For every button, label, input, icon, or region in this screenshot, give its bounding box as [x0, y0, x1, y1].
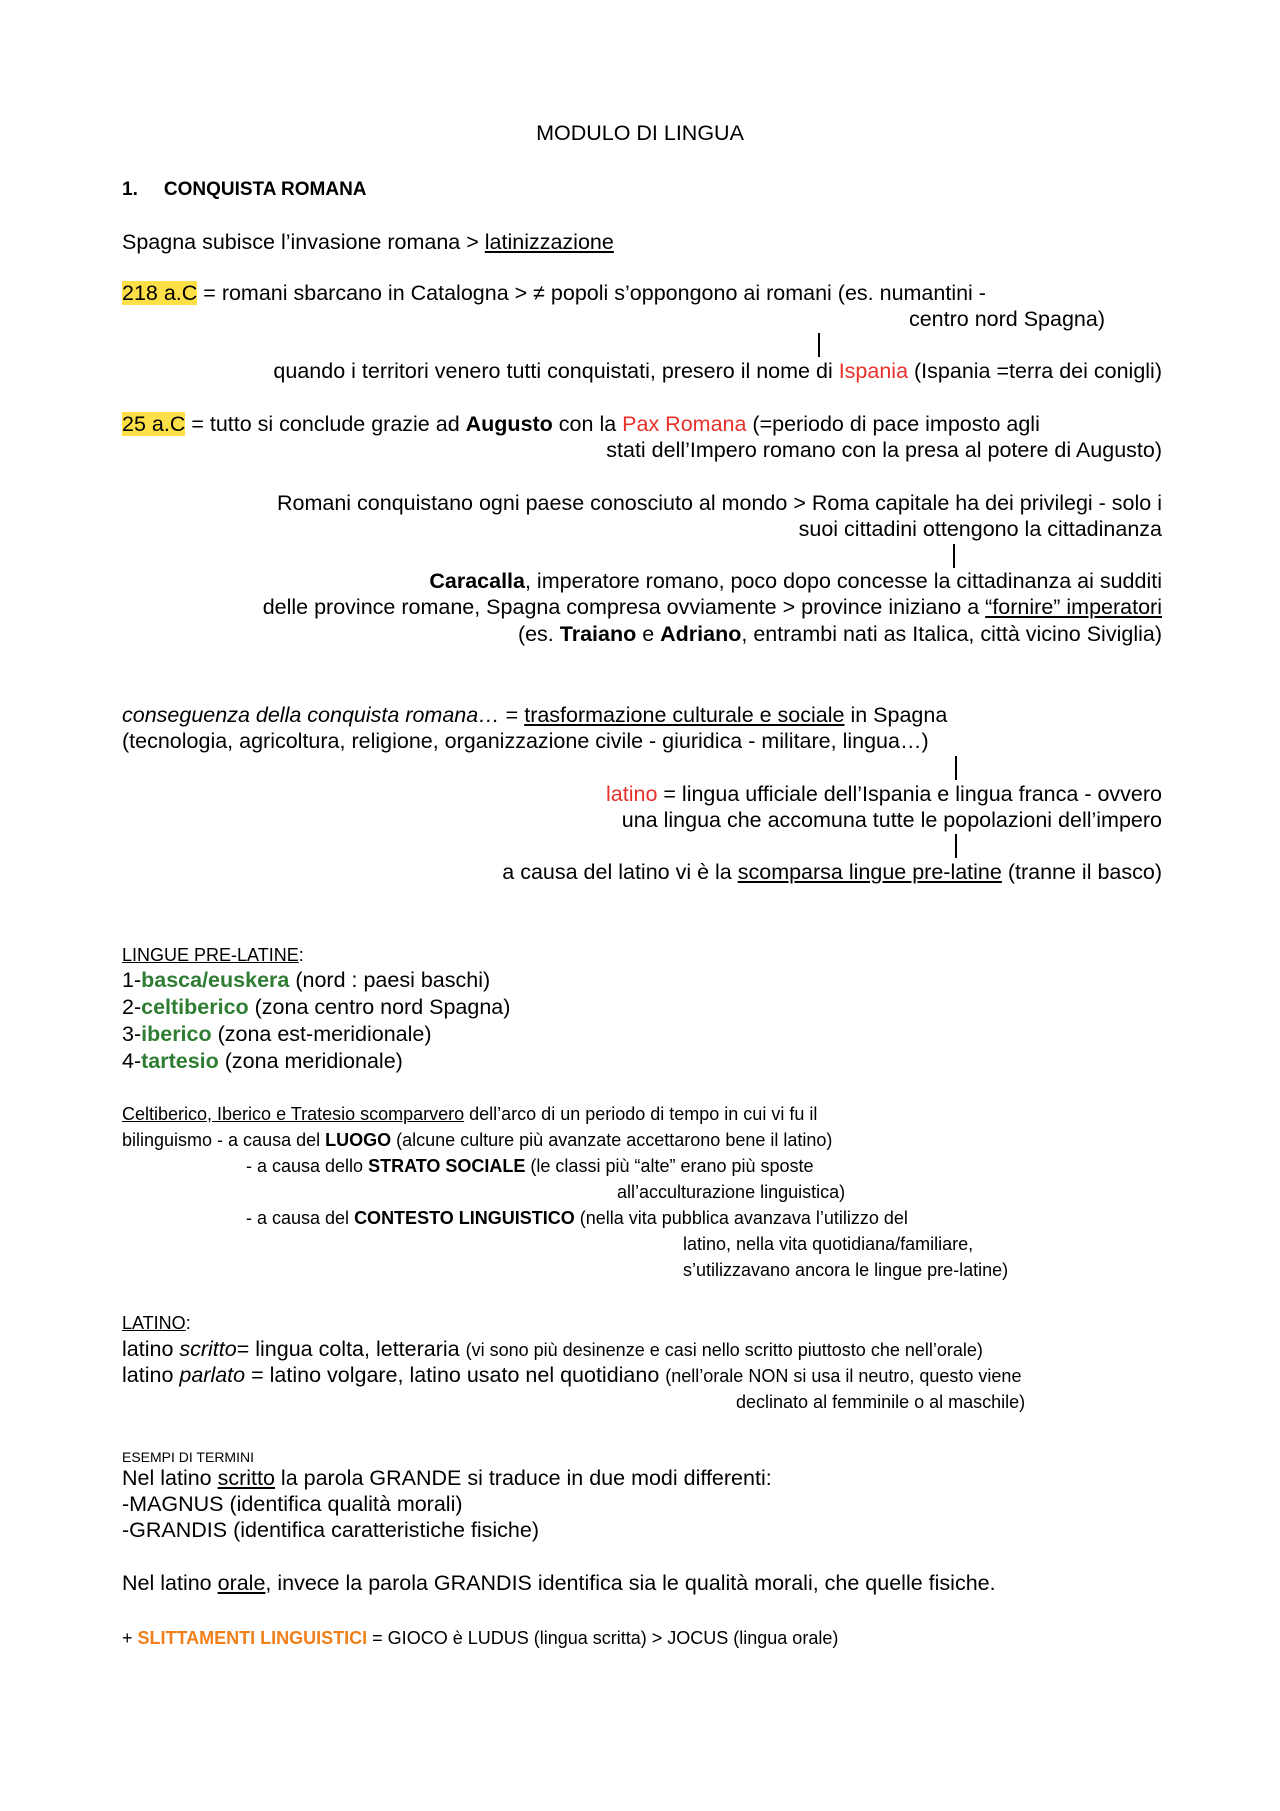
- paragraph-strato: - a causa dello STRATO SOCIALE (le classi più “alte” erano più sposte: [246, 1156, 814, 1176]
- paragraph-latino-ufficiale: latino = lingua ufficiale dell’Ispania e lingua franca - ovvero: [606, 782, 1162, 806]
- paragraph-218: 218 a.C = romani sbarcano in Catalogna > ≠ popoli s’oppongono ai romani (es. numantini -: [122, 281, 986, 305]
- date-highlight-25: 25 a.C: [122, 412, 186, 436]
- list-item: -GRANDIS (identifica caratteristiche fisiche): [122, 1518, 539, 1542]
- list-item: 2-celtiberico (zona centro nord Spagna): [122, 995, 511, 1019]
- paragraph-contesto-line3: s’utilizzavano ancora le lingue pre-latine): [683, 1260, 1009, 1280]
- latino-term: latino: [606, 782, 658, 806]
- paragraph-romani-line1: Romani conquistano ogni paese conosciuto al mondo > Roma capitale ha dei privilegi - solo i: [276, 491, 1162, 515]
- connector-line: [818, 333, 820, 357]
- latinizzazione-term: latinizzazione: [484, 230, 614, 254]
- paragraph-strato-line2: all’acculturazione linguistica): [617, 1182, 846, 1202]
- list-item: 4-tartesio (zona meridionale): [122, 1049, 403, 1073]
- paragraph-latino-scritto: latino scritto= lingua colta, letteraria (vi sono più desinenze e casi nello scritto piuttosto che nell’orale): [122, 1337, 983, 1361]
- paragraph-scomparsa: a causa del latino vi è la scomparsa lingue pre-latine (tranne il basco): [502, 860, 1162, 884]
- list-item: 3-iberico (zona est-meridionale): [122, 1022, 432, 1046]
- section-heading: [122, 177, 367, 203]
- paragraph-luogo: bilinguismo - a causa del LUOGO (alcune culture più avanzate accettarono bene il latino): [122, 1130, 833, 1150]
- paragraph-25-line2: stati dell’Impero romano con la presa al potere di Augusto): [606, 438, 1162, 462]
- paragraph-celtiberico: Celtiberico, Iberico e Tratesio scomparvero dell’arco di un periodo di tempo in cui vi fu il: [122, 1104, 818, 1124]
- paragraph-province: delle province romane, Spagna compresa ovviamente > province iniziano a “fornire” imperatori: [262, 595, 1162, 619]
- section-title: CONQUISTA ROMANA: [163, 179, 367, 200]
- paragraph-invasione: Spagna subisce l’invasione romana > latinizzazione: [122, 230, 614, 254]
- list-item: 1-basca/euskera (nord : paesi baschi): [122, 968, 491, 992]
- paragraph-esempi-orale: Nel latino orale, invece la parola GRANDIS identifica sia le qualità morali, che quelle fisiche.: [122, 1571, 996, 1595]
- paragraph-contesto: - a causa del CONTESTO LINGUISTICO (nella vita pubblica avanzava l’utilizzo del: [246, 1208, 908, 1228]
- paragraph-contesto-line2: latino, nella vita quotidiana/familiare,: [683, 1234, 974, 1254]
- paragraph-romani-line2: suoi cittadini ottengono la cittadinanza: [798, 517, 1162, 541]
- paragraph-latino-parlato: latino parlato = latino volgare, latino usato nel quotidiano (nell’orale NON si usa il neutro, questo viene: [122, 1363, 1022, 1387]
- paragraph-conseguenza-line2: (tecnologia, agricoltura, religione, organizzazione civile - giuridica - militare, lingua…): [122, 729, 929, 753]
- paragraph-conseguenza: conseguenza della conquista romana… = trasformazione culturale e sociale in Spagna: [122, 703, 948, 727]
- paragraph-218-line2: centro nord Spagna): [908, 307, 1105, 331]
- section-number: 1.: [122, 179, 138, 200]
- connector-line: [955, 756, 957, 780]
- paragraph-25: 25 a.C = tutto si conclude grazie ad Augusto con la Pax Romana (=periodo di pace imposto agli: [122, 412, 1040, 436]
- prelatine-heading: LINGUE PRE-LATINE:: [122, 945, 304, 965]
- list-item: -MAGNUS (identifica qualità morali): [122, 1492, 463, 1516]
- paragraph-latino-line2: una lingua che accomuna tutte le popolazioni dell’impero: [621, 808, 1162, 832]
- paragraph-esempi-scritto: Nel latino scritto la parola GRANDE si traduce in due modi differenti:: [122, 1466, 772, 1490]
- connector-line: [955, 834, 957, 858]
- paragraph-imperatori: (es. Traiano e Adriano, entrambi nati as Italica, città vicino Siviglia): [517, 622, 1162, 646]
- paragraph-slittamenti: + SLITTAMENTI LINGUISTICI = GIOCO è LUDUS (lingua scritta) > JOCUS (lingua orale): [122, 1628, 839, 1648]
- slittamenti-label: SLITTAMENTI LINGUISTICI: [137, 1628, 368, 1648]
- paragraph-caracalla: Caracalla, imperatore romano, poco dopo concesse la cittadinanza ai sudditi: [429, 569, 1162, 593]
- esempi-heading: ESEMPI DI TERMINI: [122, 1449, 254, 1465]
- latino-heading: LATINO:: [122, 1313, 191, 1333]
- pax-romana-term: Pax Romana: [622, 412, 747, 436]
- date-highlight-218: 218 a.C: [122, 281, 198, 305]
- document-title: MODULO DI LINGUA: [536, 121, 744, 145]
- paragraph-latino-parlato-line2: declinato al femminile o al maschile): [736, 1392, 1026, 1412]
- ispania-term: Ispania: [838, 359, 909, 383]
- connector-line: [953, 544, 955, 568]
- paragraph-218-line3: quando i territori venero tutti conquistati, presero il nome di Ispania (Ispania =terra dei conigli): [273, 359, 1162, 383]
